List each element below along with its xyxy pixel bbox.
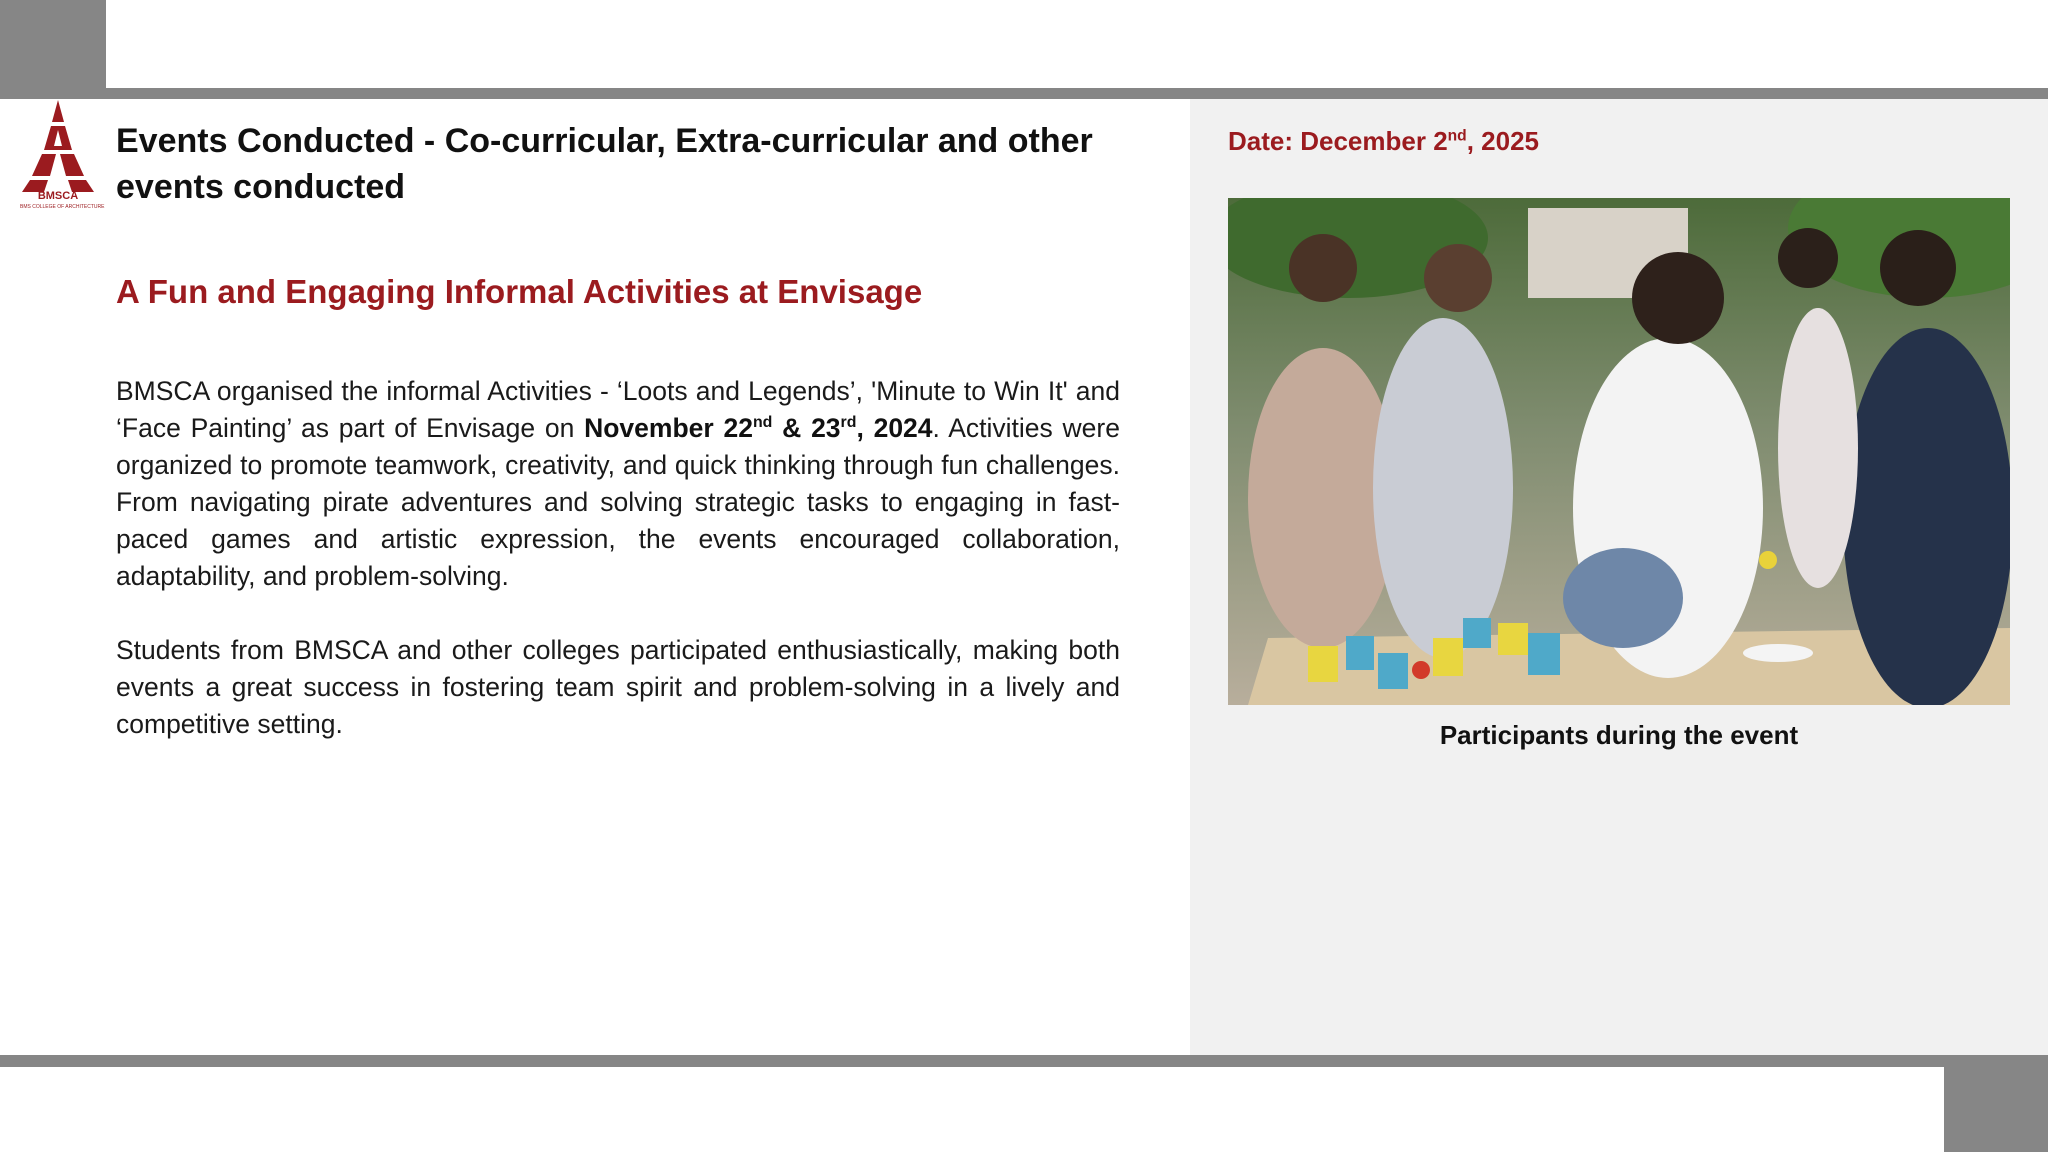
logo-subtitle: BMS COLLEGE OF ARCHITECTURE bbox=[20, 204, 105, 210]
description-paragraph-1 bbox=[116, 373, 1120, 595]
event-dates: November 22nd & 23rd, 2024 bbox=[584, 413, 933, 443]
logo-triangle-icon bbox=[20, 100, 96, 200]
bottom-right-block bbox=[1944, 1067, 2048, 1152]
para1-rest: . Activities were organized to promote teamwork, creativity, and quick thinking through fun challenges. From navigating pirate adventures and solving strategic tasks to engaging in fast-paced games and artistic expression, the events encouraged collaboration, adaptability, and problem-solving. bbox=[116, 413, 1120, 591]
para1-intro: BMSCA organised the informal Activities - ‘Loots and Legends’, 'Minute to Win It' and ‘Face Painting’ as part of Envisage on bbox=[116, 376, 1120, 443]
photo-caption: Participants during the event bbox=[1439, 720, 1799, 750]
logo-name: BMSCA bbox=[37, 190, 79, 202]
event-photo-image bbox=[1228, 198, 2010, 705]
top-left-block bbox=[0, 0, 106, 88]
description-paragraph-2: Students from BMSCA and other colleges participated enthusiastically, making both events a great success in fostering team spirit and problem-solving in a lively and competitive setting. bbox=[116, 635, 1120, 739]
bottom-divider-bar bbox=[0, 1055, 2048, 1067]
section-heading: A Fun and Engaging Informal Activities at Envisage bbox=[116, 273, 923, 310]
page-title: Events Conducted - Co-curricular, Extra-curricular and other events conducted bbox=[116, 122, 1093, 206]
report-date: Date: December 2nd, 2025 bbox=[1228, 126, 1540, 156]
top-divider-bar bbox=[0, 88, 2048, 99]
bmsca-logo bbox=[20, 100, 105, 214]
event-photo bbox=[1228, 198, 2010, 705]
